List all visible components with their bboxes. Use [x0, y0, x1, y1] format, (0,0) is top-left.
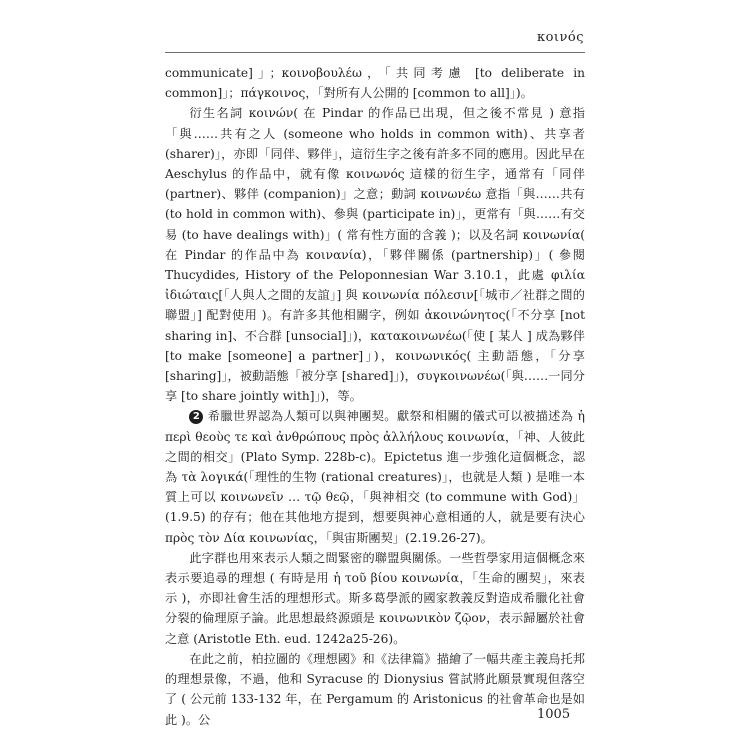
header-rule: [165, 52, 585, 53]
paragraph-2: 衍生名詞 κοινών( 在 Pindar 的作品已出現，但之後不常見 ) 意指「與……共有之人 (someone who holds in common with)、共享者 (sharer)」，亦即「同伴、夥伴」，這衍生字之後有許多不同的應用。因此早在 Aeschylus 的作品中，就有像 κοινωνός 這樣的衍生字，通常有「同伴 (partner)、夥伴 (companion)」之意；動詞 κοινωνέω 意指「與……共有 (to hold in common with)、參與 (participate in)」，更常有「與……有交易 (to have dealings with)」( 常有性方面的含義 )；以及名詞 κοινωνία( 在 Pindar 的作品中為 κοινανία)，「夥伴關係 (partnership)」( 參閱 Thucydides, History of the Peloponnesian War 3.10.1，此處 φιλία ἰδιώταις[「人與人之間的友誼」] 與 κοινωνία πόλεσιν[「城市／社群之間的聯盟」] 配對使用 )。有許多其他相關字，例如 ἀκοινώνητος(「不分享 [not sharing in]、不合群 [unsocial]」)，κατακοινωνέω(「使 [ 某人 ] 成為夥伴 [to make [someone] a partner]」)，κοινωνικός( 主動語態，「分享 [sharing]」，被動語態「被分享 [shared]」)，συγκοινωνέω(「與……一同分享 [to share jointly with]」)，等。: [165, 106, 585, 404]
running-head: κοινός: [536, 30, 584, 45]
body-text: [165, 63, 585, 730]
paragraph-5: 在此之前，柏拉圖的《理想國》和《法律篇》描繪了一幅共產主義烏托邦的理想景像，不過，他和 Syracuse 的 Dionysius 嘗試將此願景實現但落空了 ( 公元前 133-132 年，在 Pergamum 的 Aristonicus 的社會革命也是如此 )。公: [165, 651, 585, 727]
page-number: 1005: [537, 707, 571, 722]
section-number-badge: 2: [189, 410, 203, 424]
paragraph-3-text: 希臘世界認為人類可以與神團契。獻祭和相關的儀式可以被描述為 ἡ περὶ θεοὺς τε καὶ ἀνθρώπους πρὸς ἀλλήλους κοινωνία，「神、人彼此之間的相交」(Plato Symp. 228b-c)。Epictetus 進一步強化這個概念，認為 τὰ λογικά(「理性的生物 (rational creatures)」，也就是人類 ) 是唯一本質上可以 κοινωνεῖν … τῷ θεῷ，「與神相交 (to commune with God)」(1.9.5) 的存有；他在其他地方提到，想要與神心意相通的人，就是要有決心 πρὸς τὸν Δία κοινωνίας，「與宙斯團契」(2.19.26-27)。: [165, 409, 585, 545]
paragraph-1: communicate]」；κοινοβουλέω，「共同考慮 [to deliberate in common]」；πάγκοινος，「對所有人公開的 [common to all]」)。: [165, 66, 585, 101]
paragraph-3: [165, 406, 585, 547]
paragraph-4: 此字群也用來表示人類之間緊密的聯盟與關係。一些哲學家用這個概念來表示要追尋的理想 ( 有時是用 ἡ τοῦ βίου κοινωνία，「生命的團契」，來表示 )，亦即社會生活的理想形式。斯多葛學派的國家教義反對造成希臘化社會分裂的倫理原子論。此思想最終源頭是 κοινωνικὸν ζῷον，表示歸屬於社會之意 (Aristotle Eth. eud. 1242a25-26)。: [165, 550, 585, 646]
